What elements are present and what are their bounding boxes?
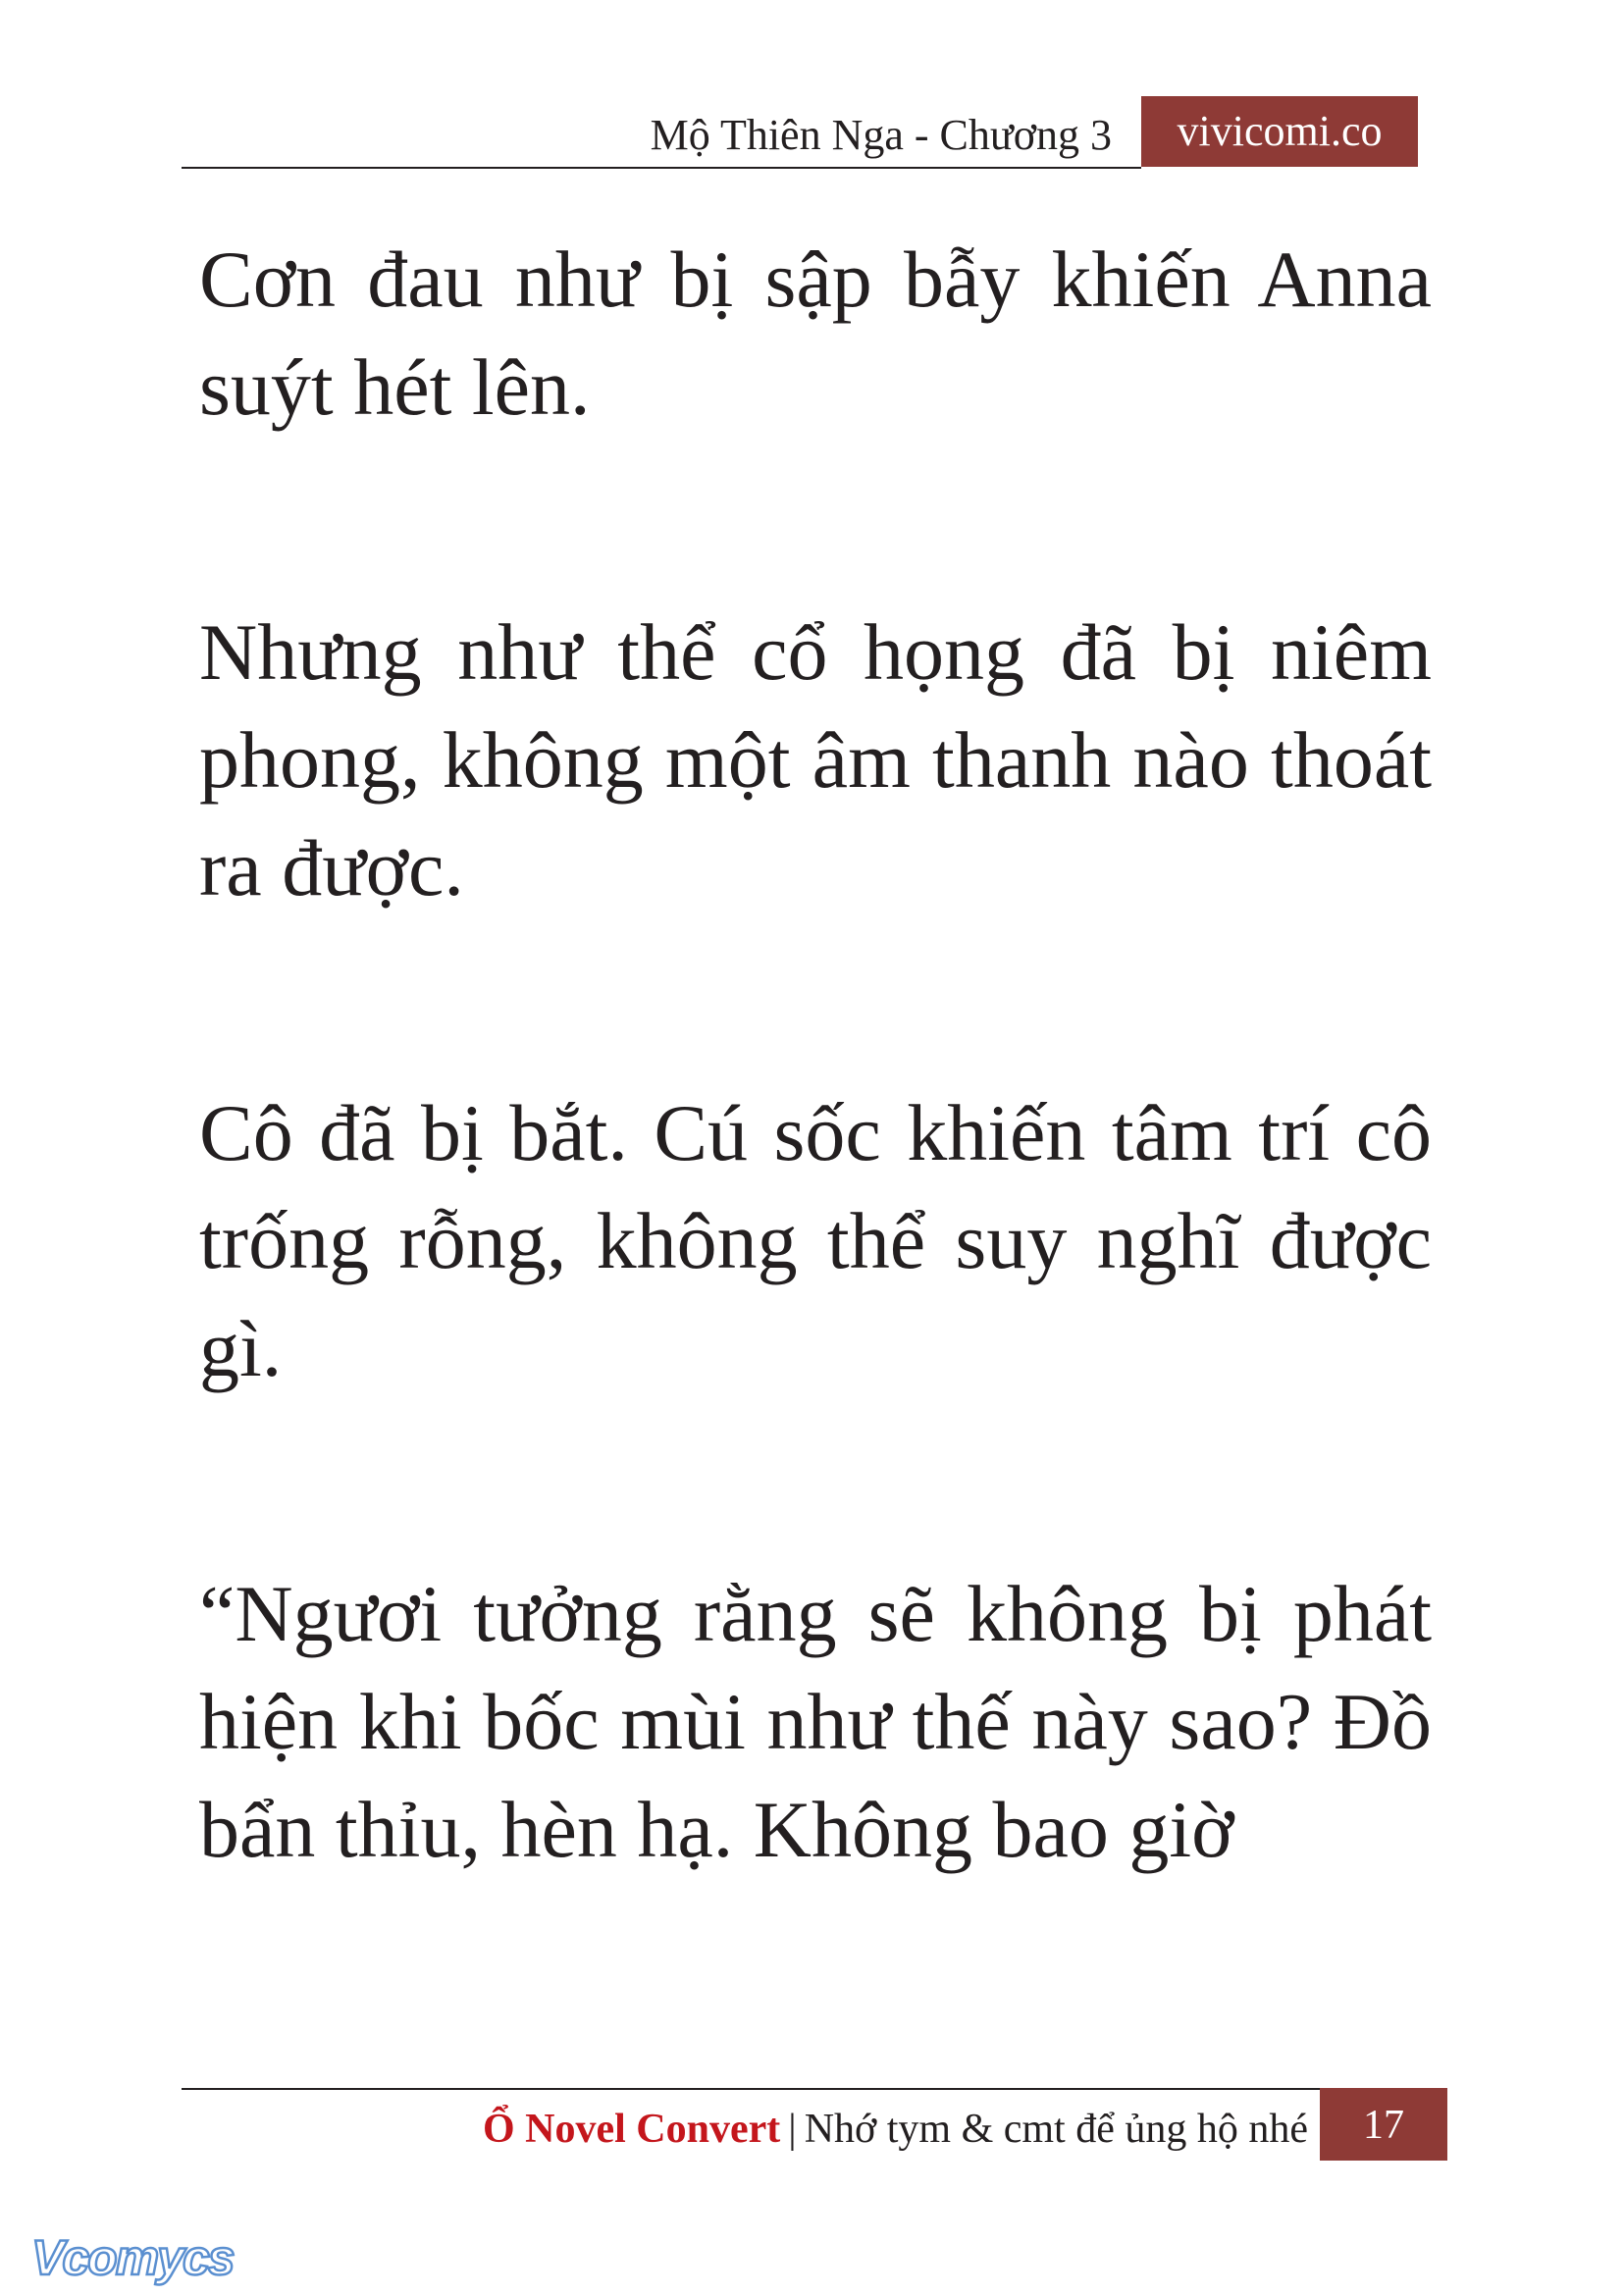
chapter-title: Mộ Thiên Nga - Chương 3 [650,111,1112,159]
header-divider [182,167,1141,169]
paragraph-3: Cô đã bị bắt. Cú sốc khiến tâm trí cô trống rỗng, không thể suy nghĩ được gì. [199,1088,1432,1393]
footer-separator: | [788,2107,797,2152]
footer-credit [483,2102,1308,2157]
footer-message: Nhớ tym & cmt để ủng hộ nhé [804,2107,1308,2152]
paragraph-4: “Ngươi tưởng rằng sẽ không bị phát hiện khi bốc mùi như thế này sao? Đồ bẩn thỉu, hèn hạ. Không bao giờ [199,1569,1432,1874]
site-badge: vivicomi.co [1141,96,1418,167]
footer-divider [182,2088,1320,2090]
paragraph-1: Cơn đau như bị sập bẫy khiến Anna suýt hét lên. [199,235,1432,432]
chapter-body [199,226,1432,1884]
page-footer [182,2088,1447,2163]
svg-text:Vcomycs: Vcomycs [31,2230,234,2285]
footer-brand: Ổ Novel Convert [482,2107,781,2152]
page-header [182,96,1418,171]
paragraph-2: Nhưng như thể cổ họng đã bị niêm phong, không một âm thanh nào thoát ra được. [199,607,1432,913]
vcomycs-watermark-logo [27,2225,253,2288]
page-number: 17 [1320,2088,1447,2161]
